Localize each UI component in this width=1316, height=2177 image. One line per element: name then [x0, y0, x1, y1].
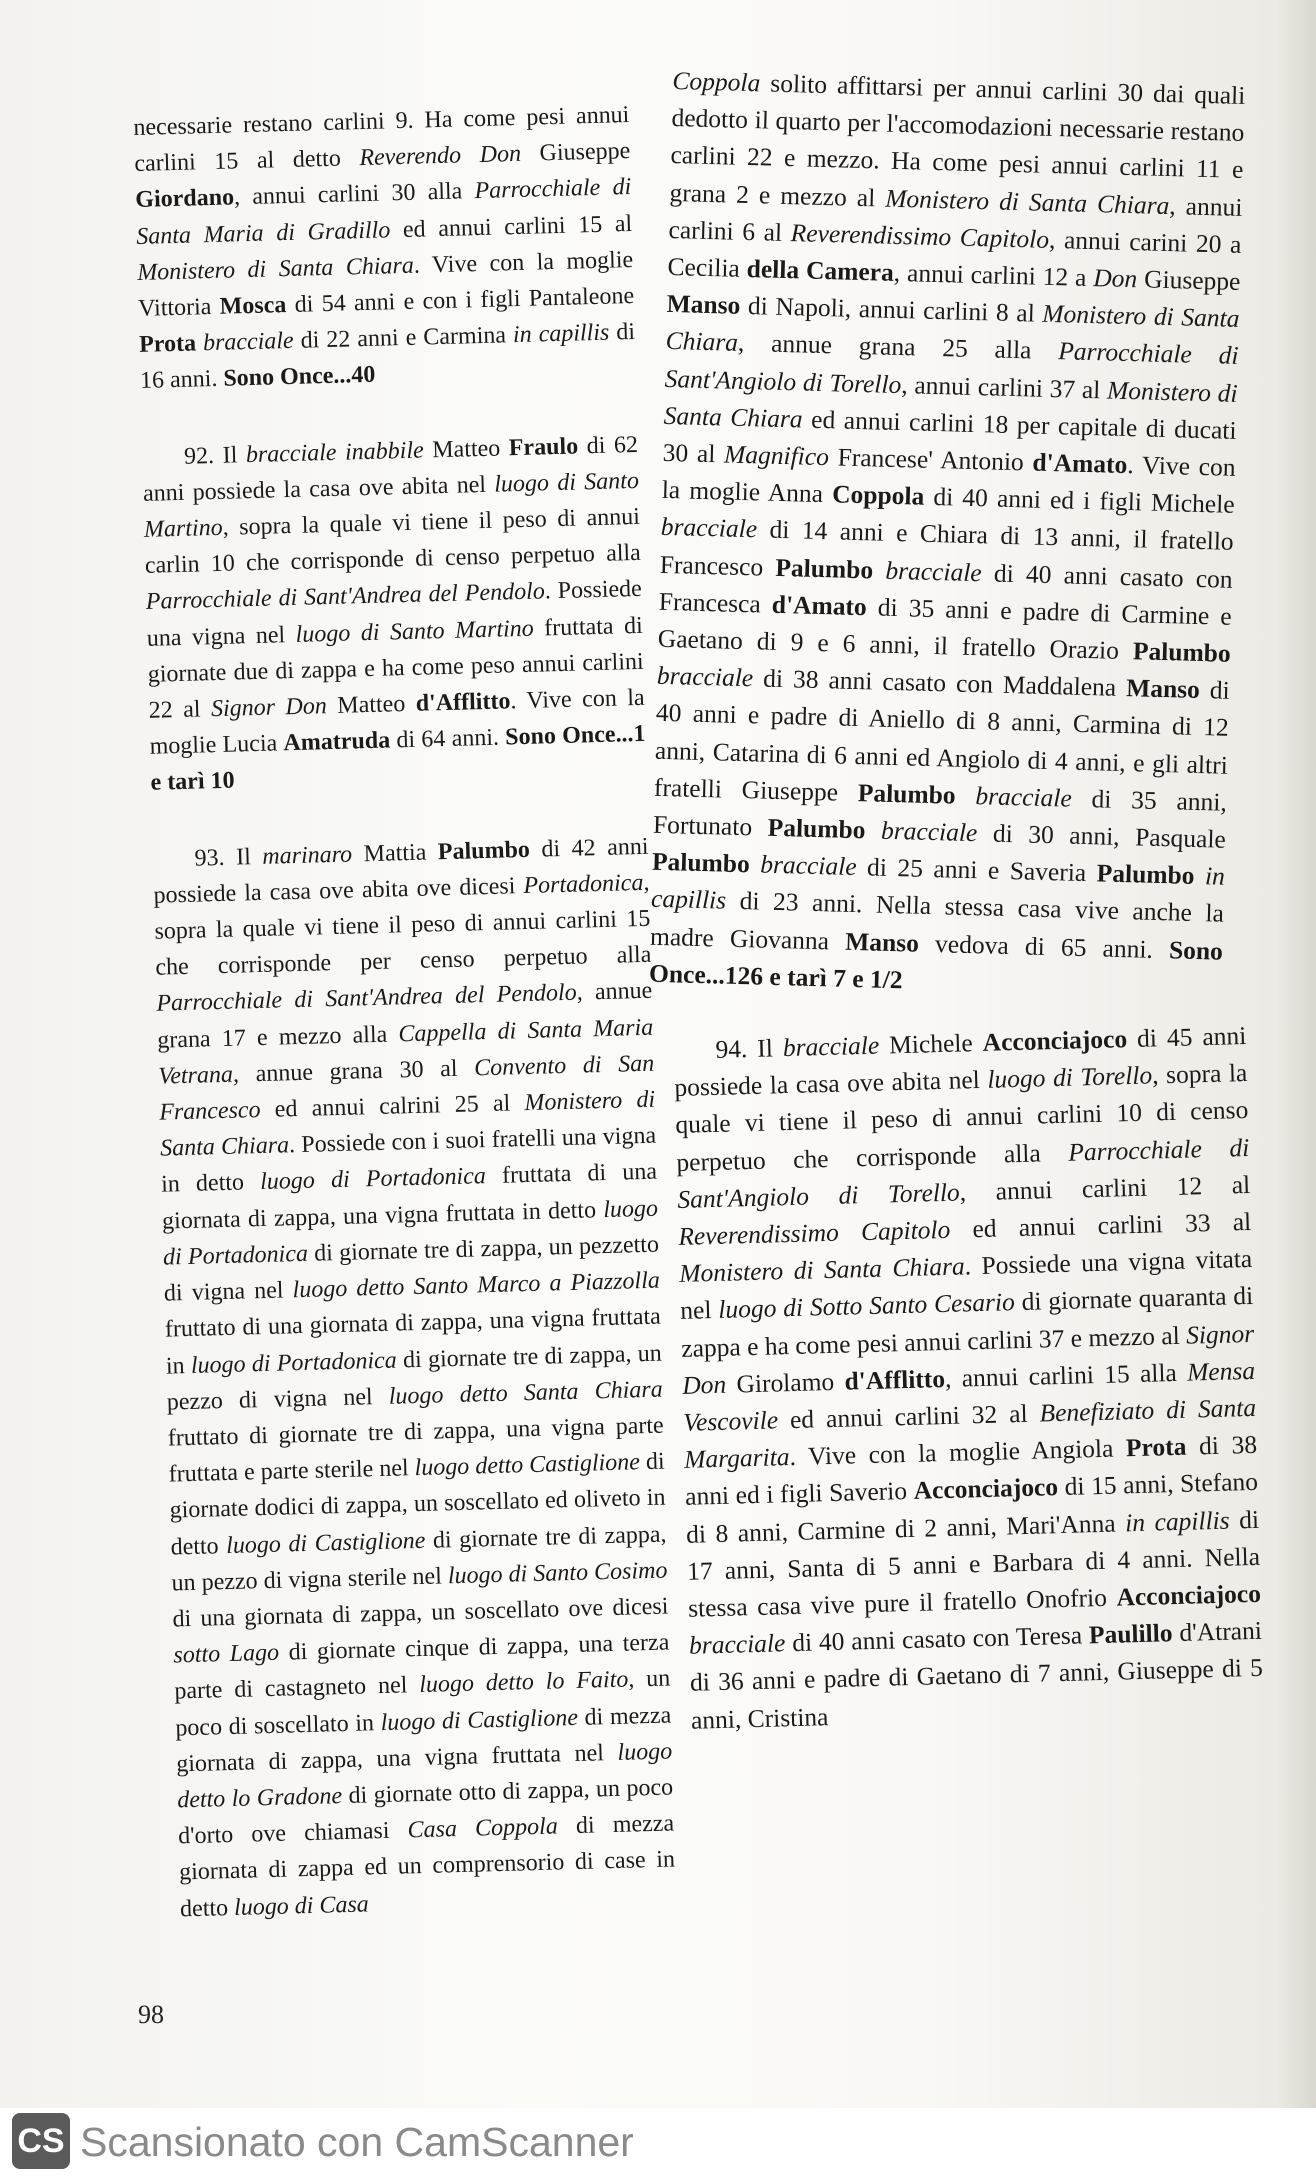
entry-93-cont: Coppola solito affittarsi per annui carlini 30 dai quali dedotto il quarto per l'accomodazioni necessarie restano carlini 22 e mezzo. Ha come pesi annui carlini 11 e grana 2 e mezzo al Monistero di Santa Chiara, annui carlini 6 al Reverendissimo Capitolo, annui carini 20 a Cecilia della Camera, annui carlini 12 a Don Giuseppe Manso di Napoli, annui carlini 8 al Monistero di Santa Chiara, annue grana 25 alla Parrocchiale di Sant'Angiolo di Torello, annui carlini 37 al Monistero di Santa Chiara ed annui carlini 18 per capitale di ducati 30 al Magnifico Francese' Antonio d'Amato. Vive con la moglie Anna Coppola di 40 anni ed i figli Michele bracciale di 14 anni e Chiara di 13 anni, il fratello Francesco Palumbo bracciale di 40 anni casato con Francesca d'Amato di 35 anni e padre di Carmine e Gaetano di 9 e 6 anni, il fratello Orazio Palumbo bracciale di 38 anni casato con Maddalena Manso di 40 anni e padre di Aniello di 8 anni, Carmina di 12 anni, Catarina di 6 anni ed Angiolo di 4 anni, e gli altri fratelli Giuseppe Palumbo bracciale di 35 anni, Fortunato Palumbo bracciale di 30 anni, Pasquale Palumbo bracciale di 25 anni e Saveria Palumbo in capillis di 23 anni. Nella stessa casa vive anche la madre Giovanna Manso vedova di 65 anni. Sono Once...126 e tarì 7 e 1/2: [648, 65, 1246, 995]
right-column-upper: [649, 62, 1246, 1007]
entry-91-cont: necessarie restano carlini 9. Ha come pesi annui carlini 15 al detto Reverendo Don Giuseppe Giordano, annui carlini 30 alla Parrocchiale di Santa Maria di Gradillo ed annui carlini 15 al Monistero di Santa Chiara. Vive con la moglie Vittoria Mosca di 54 anni e con i figli Pantaleone Prota bracciale di 22 anni e Carmina in capillis di 16 anni. Sono Once...40: [133, 102, 636, 395]
entry-92: 92. Il bracciale inabbile Matteo Fraulo di 62 anni possiede la casa ove abita nel luogo di Santo Martino, sopra la quale vi tiene il peso di annui carlin 10 che corrisponde di censo perpetuo alla Parrocchiale di Sant'Andrea del Pendolo. Possiede una vigna nel luogo di Santo Martino fruttata di giornate due di zappa e ha come peso annui carlini 22 al Signor Don Matteo d'Afflitto. Vive con la moglie Lucia Amatruda di 64 anni. Sono Once...1 e tarì 10: [142, 431, 646, 797]
left-column: [133, 97, 677, 1967]
page-number: 98: [138, 2000, 164, 2029]
camscanner-logo-icon: CS: [12, 2113, 70, 2169]
camscanner-watermark-text: Scansionato con CamScanner: [80, 2119, 634, 2165]
right-column-lower: [673, 1017, 1264, 1739]
right-column: [648, 62, 1264, 1779]
entry-93: 93. Il marinaro Mattia Palumbo di 42 anni possiede la casa ove abita ove dicesi Portadonica, sopra la quale vi tiene il peso di annui carlini 15 che corrisponde per censo perpetuo alla Parrocchiale di Sant'Andrea del Pendolo, annue grana 17 e mezzo alla Cappella di Santa Maria Vetrana, annue grana 30 al Convento di San Francesco ed annui calrini 25 al Monistero di Santa Chiara. Possiede con i suoi fratelli una vigna in detto luogo di Portadonica fruttata di una giornata di zappa, una vigna fruttata in detto luogo di Portadonica di giornate tre di zappa, un pezzetto di vigna nel luogo detto Santo Marco a Piazzolla fruttato di una giornata di zappa, una vigna fruttata in luogo di Portadonica di giornate tre di zappa, un pezzo di vigna nel luogo detto Santa Chiara fruttato di giornate tre di zappa, una vigna parte fruttata e parte sterile nel luogo detto Castiglione di giornate dodici di zappa, un soscellato ed oliveto in detto luogo di Castiglione di giornate tre di zappa, un pezzo di vigna sterile nel luogo di Santo Cosimo di una giornata di zappa, un soscellato ove dicesi sotto Lago di giornate cinque di zappa, una terza parte di castagneto nel luogo detto lo Faito, un poco di soscellato in luogo di Castiglione di mezza giornata di zappa, una vigna fruttata nel luogo detto lo Gradone di giornate otto di zappa, un poco d'orto ove chiamasi Casa Coppola di mezza giornata di zappa ed un comprensorio di case in detto luogo di Casa: [153, 833, 676, 1922]
entry-94: 94. Il bracciale Michele Acconciajoco di 45 anni possiede la casa ove abita nel luogo di Torello, sopra la quale vi tiene il peso di annui carlini 10 di censo perpetuo che corrisponde alla Parrocchiale di Sant'Angiolo di Torello, annui carlini 12 al Reverendissimo Capitolo ed annui carlini 33 al Monistero di Santa Chiara. Possiede una vigna vitata nel luogo di Sotto Santo Cesario di giornate quaranta di zappa e ha come pesi annui carlini 37 e mezzo al Signor Don Girolamo d'Afflitto, annui carlini 15 alla Mensa Vescovile ed annui carlini 32 al Benefiziato di Santa Margarita. Vive con la moglie Angiola Prota di 38 anni ed i figli Saverio Acconciajoco di 15 anni, Stefano di 8 anni, Carmine di 2 anni, Mari'Anna in capillis di 17 anni, Santa di 5 anni e Barbara di 4 anni. Nella stessa casa vive pure il fratello Onofrio Acconciajoco bracciale di 40 anni casato con Teresa Paulillo d'Atrani di 36 anni e padre di Gaetano di 7 anni, Giuseppe di 5 anni, Cristina: [674, 1021, 1264, 1735]
